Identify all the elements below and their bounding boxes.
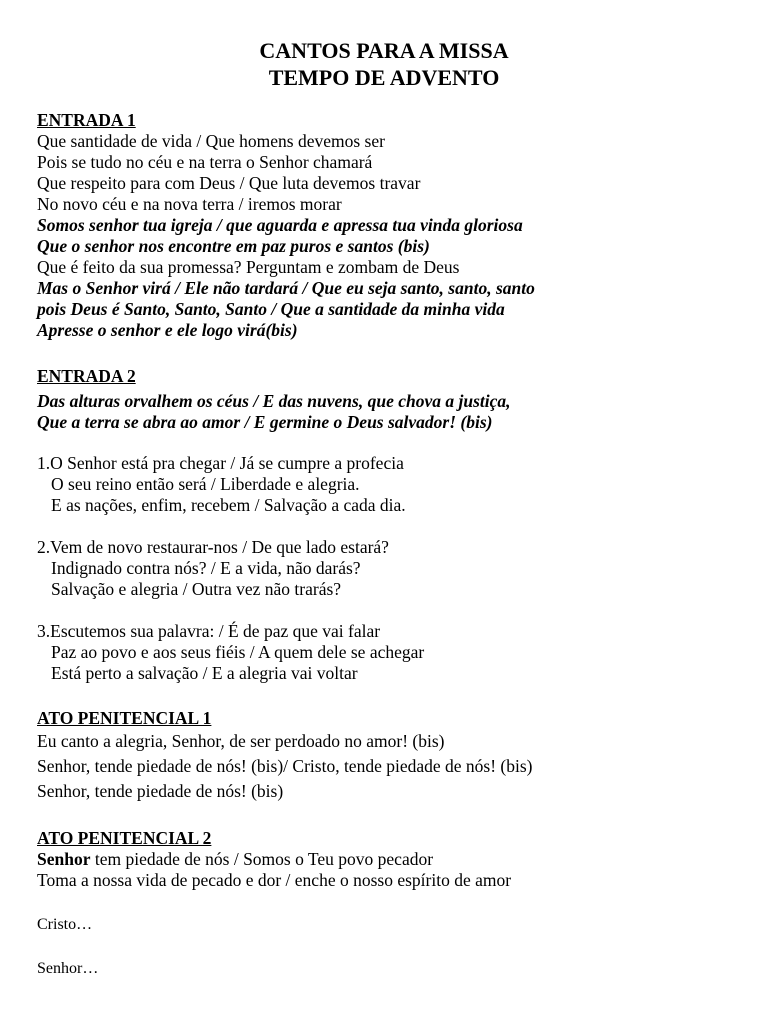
cristo-invocation <box>37 914 757 935</box>
senhor-invocation <box>37 958 757 979</box>
verse-line: Paz ao povo e aos seus fiéis / A quem dele se achegar <box>51 642 425 662</box>
refrain-line: Somos senhor tua igreja / que aguarda e apressa tua vinda gloriosa <box>37 215 523 235</box>
cristo-line: Cristo… <box>37 916 93 933</box>
verse-line: O seu reino então será / Liberdade e alegria. <box>51 474 360 494</box>
verse-3 <box>37 621 757 684</box>
refrain-line: Apresse o senhor e ele logo virá(bis) <box>37 320 298 340</box>
section-heading-ato-penitencial-1: ATO PENITENCIAL 1 <box>37 708 212 728</box>
verse-line: Salvação e alegria / Outra vez não trarás? <box>51 579 342 599</box>
lyric-line-rest: tem piedade de nós / Somos o Teu povo pecador <box>90 849 434 869</box>
verse-line: E as nações, enfim, recebem / Salvação a cada dia. <box>51 495 406 515</box>
lyric-line <box>37 849 757 870</box>
refrain-line: pois Deus é Santo, Santo, Santo / Que a santidade da minha vida <box>37 299 505 319</box>
section-ato-penitencial-1 <box>37 708 757 804</box>
lyric-line: Senhor, tende piedade de nós! (bis)/ Cristo, tende piedade de nós! (bis) <box>37 756 533 776</box>
section-heading-ato-penitencial-2: ATO PENITENCIAL 2 <box>37 828 212 848</box>
lyric-line: Pois se tudo no céu e na terra o Senhor chamará <box>37 152 373 172</box>
lyric-line: Que santidade de vida / Que homens devemos ser <box>37 131 385 151</box>
refrain-line: Que a terra se abra ao amor / E germine o Deus salvador! (bis) <box>37 412 493 432</box>
section-entrada-2 <box>37 366 757 433</box>
verse-line: 2.Vem de novo restaurar-nos / De que lado estará? <box>37 537 389 557</box>
verse-line: Está perto a salvação / E a alegria vai voltar <box>51 663 358 683</box>
verse-line: Indignado contra nós? / E a vida, não darás? <box>51 558 361 578</box>
refrain-line: Mas o Senhor virá / Ele não tardará / Que eu seja santo, santo, santo <box>37 278 535 298</box>
section-heading-entrada-1: ENTRADA 1 <box>37 110 136 130</box>
verse-1 <box>37 453 757 516</box>
document-title-line-2: TEMPO DE ADVENTO <box>268 65 500 90</box>
refrain-line: Que o senhor nos encontre em paz puros e santos (bis) <box>37 236 430 256</box>
lyric-line: Toma a nossa vida de pecado e dor / enche o nosso espírito de amor <box>37 870 512 890</box>
verse-line: 1.O Senhor está pra chegar / Já se cumpre a profecia <box>37 453 404 473</box>
document-title-line-1: CANTOS PARA A MISSA <box>259 38 509 63</box>
refrain-line: Das alturas orvalhem os céus / E das nuvens, que chova a justiça, <box>37 391 511 411</box>
verse-2 <box>37 537 757 600</box>
senhor-line: Senhor… <box>37 960 99 977</box>
section-ato-penitencial-2 <box>37 828 757 891</box>
lyric-line: Eu canto a alegria, Senhor, de ser perdoado no amor! (bis) <box>37 731 445 751</box>
section-heading-entrada-2: ENTRADA 2 <box>37 366 136 386</box>
section-entrada-1 <box>37 110 757 341</box>
verse-line: 3.Escutemos sua palavra: / É de paz que vai falar <box>37 621 381 641</box>
lyric-bold-word: Senhor <box>37 849 91 869</box>
lyric-line: Que é feito da sua promessa? Perguntam e zombam de Deus <box>37 257 460 277</box>
lyric-line: Senhor, tende piedade de nós! (bis) <box>37 781 284 801</box>
lyric-line: No novo céu e na nova terra / iremos morar <box>37 194 342 214</box>
lyric-line: Que respeito para com Deus / Que luta devemos travar <box>37 173 421 193</box>
